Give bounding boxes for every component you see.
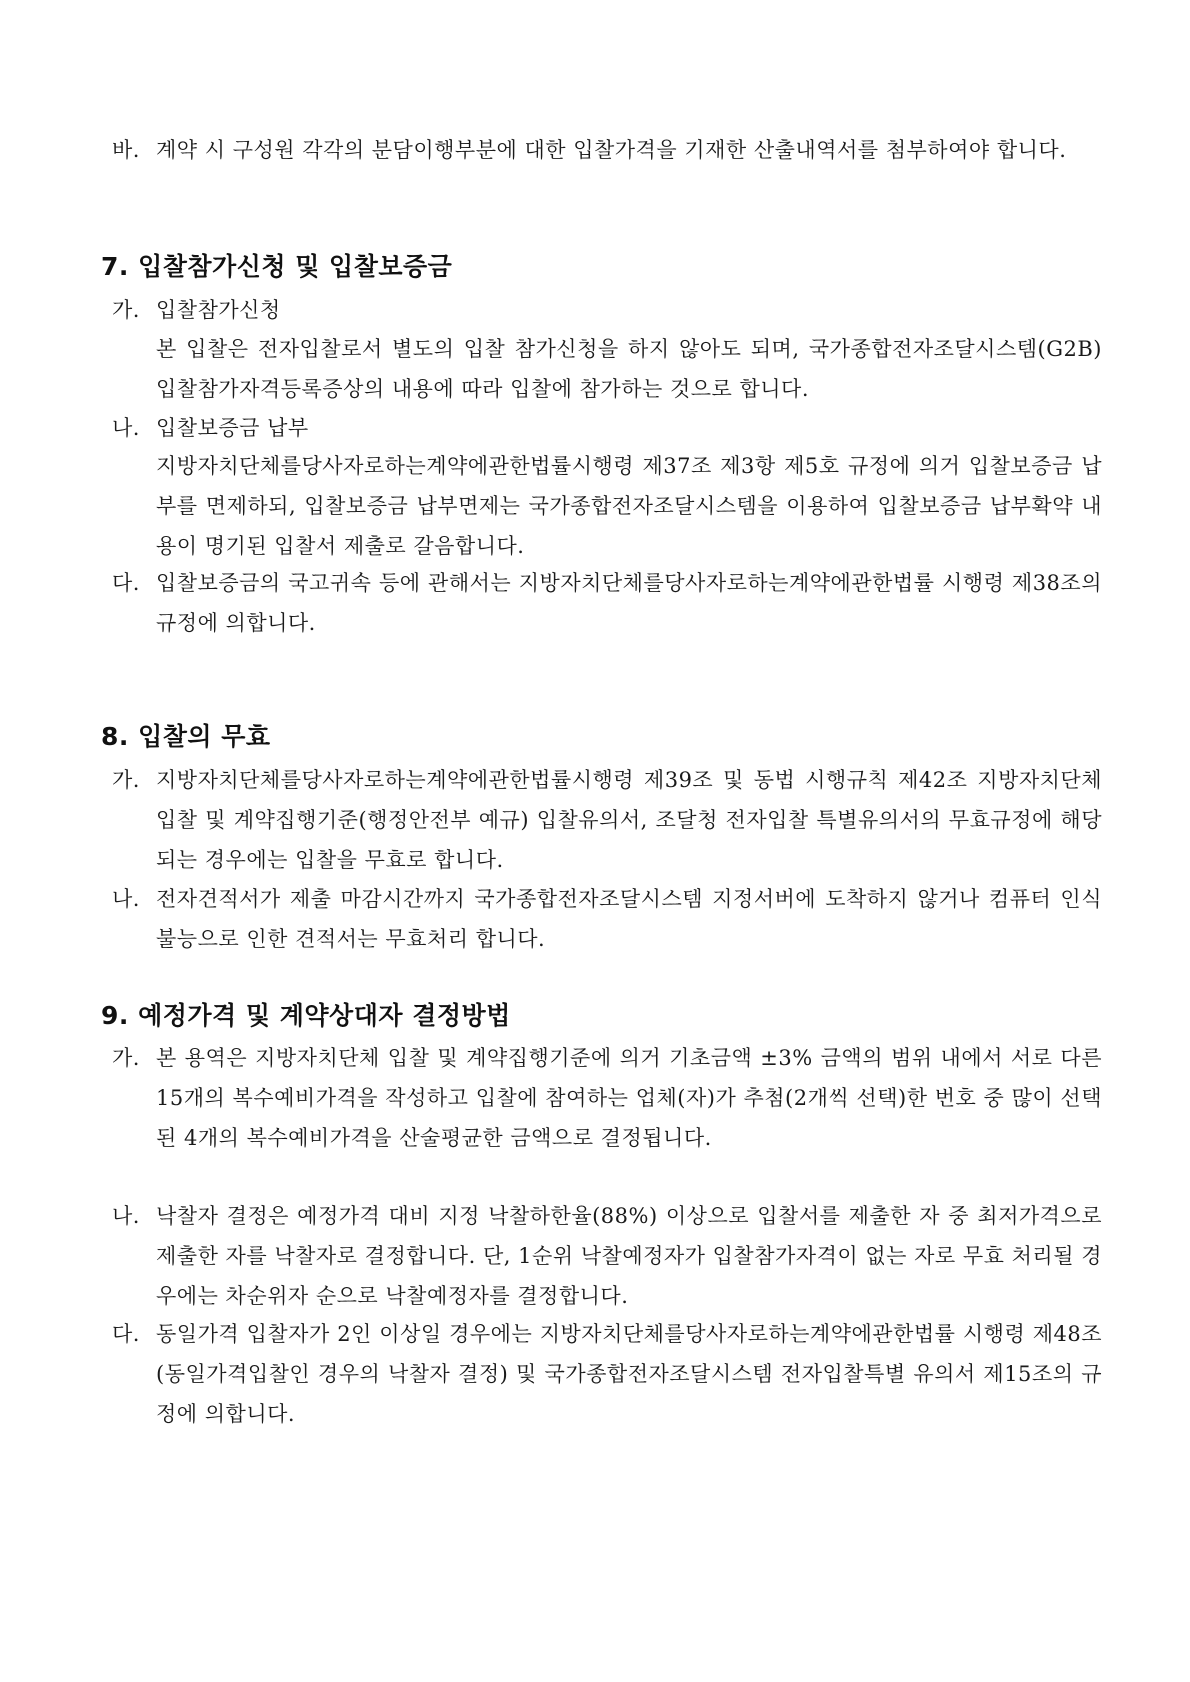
list-marker: 나.	[112, 887, 140, 911]
section-7-item-na-body: 지방자치단체를당사자로하는계약에관한법률시행령 제37조 제3항 제5호 규정에 의거 입찰보증금 납부를 면제하되, 입찰보증금 납부면제는 국가종합전자조달시스템을 이용하여 입찰보증금 납부확약 내용이 명기된 입찰서 제출로 갈음합니다.	[156, 454, 1102, 558]
section-8-heading: 8. 입찰의 무효	[101, 722, 271, 751]
list-item-text: 전자견적서가 제출 마감시간까지 국가종합전자조달시스템 지정서버에 도착하지 않거나 컴퓨터 인식불능으로 인한 견적서는 무효처리 합니다.	[156, 887, 1102, 951]
section-8-item-na	[112, 879, 1102, 959]
list-item-text: 본 용역은 지방자치단체 입찰 및 계약집행기준에 의거 기초금액 ±3% 금액의 범위 내에서 서로 다른 15개의 복수예비가격을 작성하고 입찰에 참여하는 업체(자)가 추첨(2개씩 선택)한 번호 중 많이 선택된 4개의 복수예비가격을 산술평균한 금액으로 결정됩니다.	[156, 1046, 1102, 1150]
list-marker: 나.	[112, 416, 140, 440]
list-marker: 가.	[112, 768, 140, 792]
list-item-text: 낙찰자 결정은 예정가격 대비 지정 낙찰하한율(88%) 이상으로 입찰서를 제출한 자 중 최저가격으로 제출한 자를 낙찰자로 결정합니다. 단, 1순위 낙찰예정자가 입찰참가자격이 없는 자로 무효 처리될 경우에는 차순위자 순으로 낙찰예정자를 결정합니다.	[156, 1204, 1102, 1308]
list-item-text: 동일가격 입찰자가 2인 이상일 경우에는 지방자치단체를당사자로하는계약에관한법률 시행령 제48조(동일가격입찰인 경우의 낙찰자 결정) 및 국가종합전자조달시스템 전자입찰특별 유의서 제15조의 규정에 의합니다.	[156, 1322, 1102, 1426]
list-marker: 다.	[112, 1322, 140, 1346]
section-9-item-na	[112, 1196, 1102, 1316]
section-7-item-ga	[112, 290, 1102, 330]
list-item-title: 입찰참가신청	[156, 298, 281, 322]
list-marker: 가.	[112, 298, 140, 322]
section-7-item-ga-body: 본 입찰은 전자입찰로서 별도의 입찰 참가신청을 하지 않아도 되며, 국가종합전자조달시스템(G2B) 입찰참가자격등록증상의 내용에 따라 입찰에 참가하는 것으로 합니다.	[156, 337, 1102, 401]
section-9-heading: 9. 예정가격 및 계약상대자 결정방법	[101, 1001, 511, 1030]
section-7-heading: 7. 입찰참가신청 및 입찰보증금	[101, 252, 453, 281]
list-item-ba	[112, 130, 1102, 170]
section-9-item-da	[112, 1314, 1102, 1434]
list-marker: 다.	[112, 571, 140, 595]
list-marker: 바.	[112, 138, 140, 162]
section-9-item-ga	[112, 1038, 1102, 1158]
section-7-item-da	[112, 563, 1102, 643]
list-item-text: 계약 시 구성원 각각의 분담이행부분에 대한 입찰가격을 기재한 산출내역서를 첨부하여야 합니다.	[156, 138, 1067, 162]
list-marker: 가.	[112, 1046, 140, 1070]
list-item-text: 지방자치단체를당사자로하는계약에관한법률시행령 제39조 및 동법 시행규칙 제42조 지방자치단체 입찰 및 계약집행기준(행정안전부 예규) 입찰유의서, 조달청 전자입찰 특별유의서의 무효규정에 해당되는 경우에는 입찰을 무효로 합니다.	[156, 768, 1102, 872]
section-8-item-ga	[112, 760, 1102, 880]
list-item-title: 입찰보증금 납부	[156, 416, 309, 440]
list-item-text: 입찰보증금의 국고귀속 등에 관해서는 지방자치단체를당사자로하는계약에관한법률 시행령 제38조의 규정에 의합니다.	[156, 571, 1102, 635]
section-7-item-na	[112, 408, 1102, 448]
list-marker: 나.	[112, 1204, 140, 1228]
